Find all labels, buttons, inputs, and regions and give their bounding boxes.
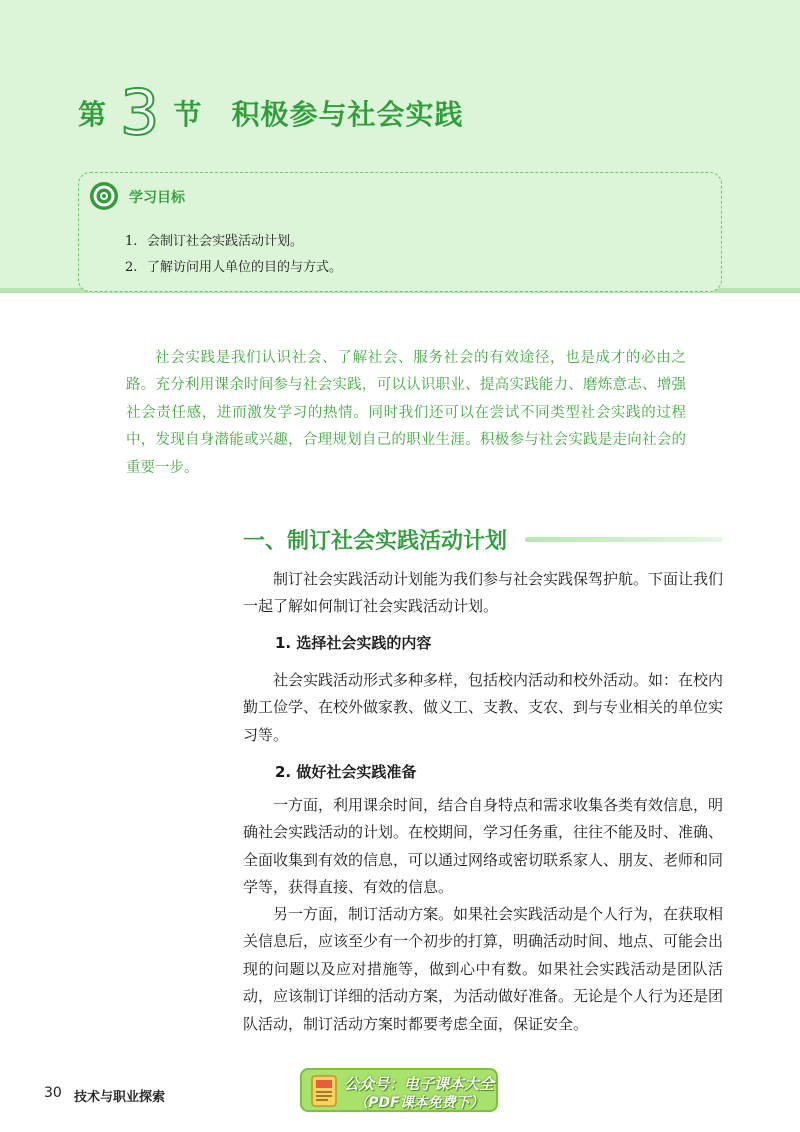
body-paragraph-2: 社会实践活动形式多种多样，包括校内活动和校外活动。如：在校内勤工俭学、在校外做家教、做义工、支教、支农、到与专业相关的单位实习等。 bbox=[243, 671, 724, 744]
goal-text: 会制订社会实践活动计划。 bbox=[147, 234, 304, 249]
book-title: 技术与职业探索 bbox=[74, 1090, 166, 1105]
chapter-title bbox=[78, 78, 464, 148]
target-icon bbox=[89, 181, 119, 211]
section-heading-rule bbox=[525, 537, 723, 542]
goal-text: 了解访问用人单位的目的与方式。 bbox=[147, 260, 343, 275]
body-paragraph-1: 制订社会实践活动计划能为我们参与社会实践保驾护航。下面让我们一起了解如何制订社会实践活动计划。 bbox=[243, 570, 724, 616]
watermark-line-2: （PDF课本免费下） bbox=[354, 1095, 484, 1111]
learning-goals-box bbox=[78, 172, 722, 292]
chapter-number: 3 bbox=[120, 76, 160, 149]
chapter-suffix: 节 bbox=[173, 98, 202, 131]
learning-goals-heading: 学习目标 bbox=[129, 190, 185, 206]
subheading-2: 2. 做好社会实践准备 bbox=[275, 763, 417, 781]
goal-number: 2. bbox=[125, 260, 138, 275]
subheading-1: 1. 选择社会实践的内容 bbox=[275, 634, 432, 652]
body-paragraph-4: 另一方面，制订活动方案。如果社会实践活动是个人行为，在获取相关信息后，应该至少有一个初步的打算，明确活动时间、地点、可能会出现的问题以及应对措施等，做到心中有数。如果社会实践活动是团队活动，应该制订详细的活动方案，为活动做好准备。无论是个人行为还是团队活动，制订活动方案时都要考虑全面，保证安全。 bbox=[243, 905, 724, 1033]
learning-goal-item bbox=[125, 255, 342, 281]
section-heading-text: 一、制订社会实践活动计划 bbox=[243, 528, 508, 554]
goal-number: 1. bbox=[125, 234, 138, 249]
intro-paragraph: 社会实践是我们认识社会、了解社会、服务社会的有效途径，也是成才的必由之路。充分利用课余时间参与社会实践，可以认识职业、提高实践能力、磨炼意志、增强社会责任感，进而激发学习的热情。同时我们还可以在尝试不同类型社会实践的过程中，发现自身潜能或兴趣，合理规划自己的职业生涯。积极参与社会实践是走向社会的重要一步。 bbox=[126, 349, 686, 476]
section-heading bbox=[243, 522, 723, 556]
watermark-line-1: 公众号：电子课本大全 bbox=[344, 1075, 495, 1093]
chapter-title-text: 积极参与社会实践 bbox=[231, 98, 464, 131]
learning-goals-list bbox=[125, 229, 342, 281]
page-number: 30 bbox=[44, 1085, 62, 1101]
watermark-badge bbox=[300, 1068, 498, 1112]
chapter-prefix: 第 bbox=[78, 98, 107, 131]
body-paragraph-3: 一方面，利用课余时间，结合自身特点和需求收集各类有效信息，明确社会实践活动的计划。在校期间，学习任务重，往往不能及时、准确、全面收集到有效的信息，可以通过网络或密切联系家人、朋友、老师和同学等，获得直接、有效的信息。 bbox=[243, 796, 724, 897]
book-icon bbox=[310, 1074, 340, 1108]
learning-goal-item bbox=[125, 229, 342, 255]
